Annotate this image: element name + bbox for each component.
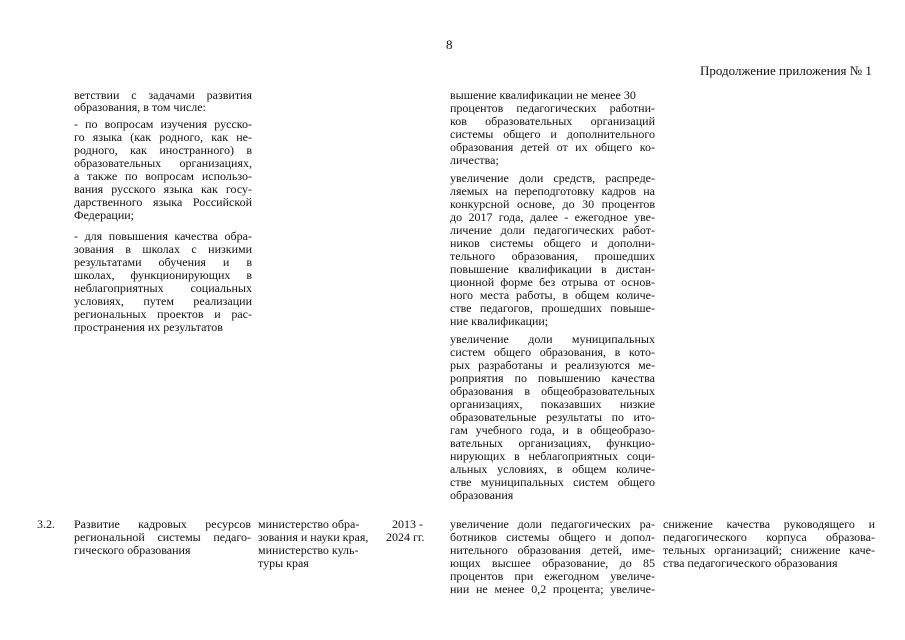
text-line: процентов при ежегодном увеличе-: [450, 569, 655, 583]
text-line: нительного образования детей, име-: [450, 543, 655, 557]
text-line: региональной системы педаго-: [74, 530, 251, 544]
text-line: ков образовательных организаций: [450, 114, 655, 128]
text-line: системы общего и дополнительного: [450, 127, 655, 141]
text-line: ние квалификации;: [450, 314, 549, 328]
text-line: ников системы общего и дополни-: [450, 236, 655, 250]
text-line: систем общего образования, в кото-: [450, 345, 655, 359]
text-line: тельного образования, прошедших: [450, 249, 655, 263]
text-line: туры края: [258, 556, 309, 570]
text-line: вательных организациях, функцио-: [450, 436, 655, 450]
text-line: а также по вопросам использо-: [74, 169, 252, 183]
text-line: Развитие кадровых ресурсов: [74, 517, 251, 531]
text-line: 2013 -: [392, 517, 423, 531]
text-line: пространения их результатов: [74, 320, 223, 334]
text-line: повышение квалификации в дистан-: [450, 262, 655, 276]
text-line: вания русского языка как госу-: [74, 182, 252, 196]
text-line: ветствии с задачами развития: [74, 88, 252, 102]
text-line: ляемых на переподготовку кадров на: [450, 184, 655, 198]
text-line: ционной форме без отрыва от основ-: [450, 275, 655, 289]
text-line: Федерации;: [74, 208, 135, 222]
text-line: снижение качества руководящего и: [663, 517, 875, 531]
text-line: конкурсной основе, до 30 процентов: [450, 197, 655, 211]
text-line: процентов педагогических работни-: [450, 101, 655, 115]
text-line: образования в общеобразовательных: [450, 384, 655, 398]
text-line: ботников системы общего и допол-: [450, 530, 655, 544]
text-line: роприятия по повышению качества: [450, 371, 655, 385]
text-line: образования детей от их общего ко-: [450, 140, 655, 154]
row-number: 3.2.: [37, 517, 55, 531]
text-line: ного места работы, в общем количе-: [450, 288, 655, 302]
text-line: ства педагогического образования: [663, 556, 838, 570]
text-line: министерство обра-: [258, 517, 360, 531]
text-line: стве муниципальных систем общего: [450, 475, 655, 489]
page-number: 8: [446, 37, 453, 52]
text-line: образовательные результаты по ито-: [450, 410, 655, 424]
text-line: образовательных организациях,: [74, 156, 252, 170]
text-line: гического образования: [74, 543, 191, 557]
text-line: го языка (как родного, как не-: [74, 130, 252, 144]
text-line: - по вопросам изучения русско-: [74, 117, 252, 131]
continuation-header: Продолжение приложения № 1: [700, 63, 872, 78]
text-line: - для повышения качества обра-: [74, 229, 252, 243]
text-line: родного, как иностранного) в: [74, 143, 252, 157]
text-line: личества;: [450, 153, 499, 167]
text-line: региональных проектов и рас-: [74, 307, 252, 321]
text-line: школах, функционирующих в: [74, 268, 252, 282]
text-line: министерство куль-: [258, 543, 359, 557]
text-line: до 2017 года, далее - ежегодное уве-: [450, 210, 655, 224]
text-line: тельных организаций; снижение каче-: [663, 543, 875, 557]
text-line: вышение квалификации не менее 30: [450, 88, 636, 102]
text-line: личение доли педагогических работ-: [450, 223, 655, 237]
text-line: образования: [450, 488, 514, 502]
text-line: увеличение доли муниципальных: [450, 332, 655, 346]
text-line: зования в школах с низкими: [74, 242, 252, 256]
text-line: увеличение доли педагогических ра-: [450, 517, 655, 531]
text-line: ющих высшее образование, до 85: [450, 556, 655, 570]
text-line: результатами обучения и в: [74, 255, 252, 269]
text-line: условиях, путем реализации: [74, 294, 252, 308]
text-line: нии не менее 0,2 процента; увеличе-: [450, 582, 655, 596]
text-line: дарственного языка Российской: [74, 195, 252, 209]
text-line: зования и науки края,: [258, 530, 369, 544]
text-line: гам учебного года, и в общеобразо-: [450, 423, 655, 437]
text-line: неблагоприятных социальных: [74, 281, 252, 295]
text-line: образования, в том числе:: [74, 100, 206, 114]
text-line: нирующих в неблагоприятных соци-: [450, 449, 655, 463]
text-line: стве педагогов, прошедших повыше-: [450, 301, 655, 315]
text-line: педагогического корпуса образова-: [663, 530, 875, 544]
text-line: организациях, показавших низкие: [450, 397, 655, 411]
text-line: альных условиях, в общем количе-: [450, 462, 655, 476]
text-line: 2024 гг.: [386, 530, 425, 544]
text-line: увеличение доли средств, распреде-: [450, 171, 655, 185]
text-line: рых разработаны и реализуются ме-: [450, 358, 655, 372]
